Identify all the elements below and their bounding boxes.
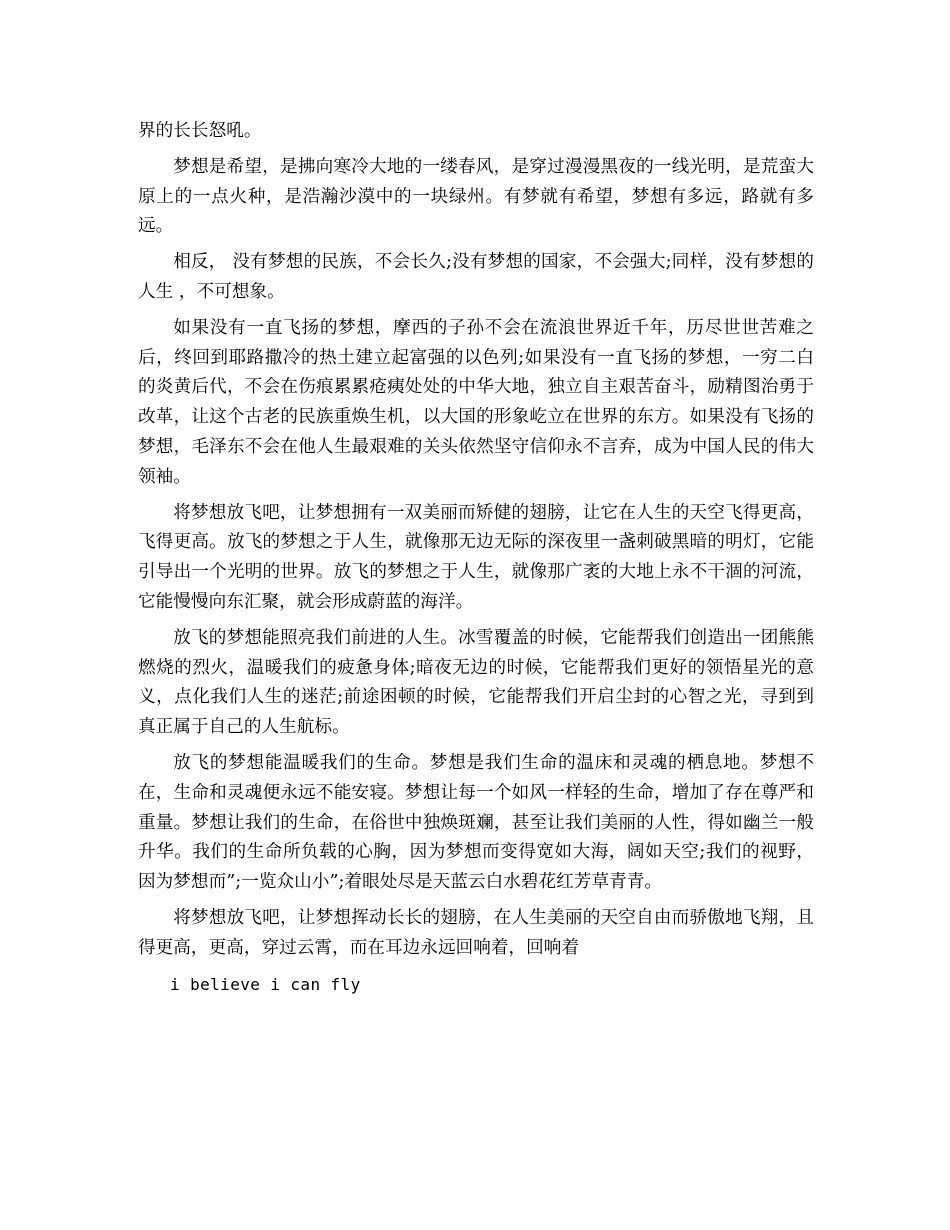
paragraph-release-dream: 将梦想放飞吧，让梦想拥有一双美丽而矫健的翅膀，让它在人生的天空飞得更高，飞得更高。放飞的梦想之于人生，就像那无边无际的深夜里一盏刺破黑暗的明灯，它能引导出一个光明的世界。放飞的梦想之于人生，就像那广袤的大地上永不干涸的河流，它能慢慢向东汇聚，就会形成蔚蓝的海洋。 — [138, 502, 814, 612]
paragraph-illuminate-life: 放飞的梦想能照亮我们前进的人生。冰雪覆盖的时候，它能帮我们创造出一团熊熊燃烧的烈火，温暖我们的疲惫身体;暗夜无边的时候，它能帮我们更好的领悟星光的意义，点化我们人生的迷茫;前途困顿的时候，它能帮我们开启尘封的心智之光，寻到到真正属于自己的人生航标。 — [138, 627, 814, 738]
document-page — [138, 117, 814, 1005]
paragraph-on-the-contrary: 相反， 没有梦想的民族，不会长久;没有梦想的国家，不会强大;同样，没有梦想的人生 ，不可想象。 — [138, 252, 814, 302]
paragraph-continuation: 界的长长怒吼。 — [138, 121, 262, 141]
paragraph-wave-wings: 将梦想放飞吧，让梦想挥动长长的翅膀，在人生美丽的天空自由而骄傲地飞翔，且得更高，更高，穿过云霄，而在耳边永远回响着，回响着 — [138, 907, 814, 958]
paragraph-warm-life: 放飞的梦想能温暖我们的生命。梦想是我们生命的温床和灵魂的栖息地。梦想不在，生命和灵魂便永远不能安寝。梦想让每一个如风一样轻的生命，增加了存在尊严和重量。梦想让我们的生命，在俗世中独焕斑斓，甚至让我们美丽的人性，得如幽兰一般升华。我们的生命所负载的心胸，因为梦想而变得宽如大海，阔如天空;我们的视野，因为梦想而”;一览众山小”;着眼处尽是天蓝云白水碧花红芳草青青。 — [138, 752, 814, 893]
paragraph-english-line: i believe i can fly — [170, 974, 361, 994]
paragraph-without-dream: 如果没有一直飞扬的梦想，摩西的子孙不会在流浪世界近千年，历尽世世苦难之后，终回到耶路撒冷的热土建立起富强的以色列;如果没有一直飞扬的梦想，一穷二白的炎黄后代，不会在伤痕累累疮痍处处的中华大地，独立自主艰苦奋斗，励精图治勇于改革，让这个古老的民族重焕生机，以大国的形象屹立在世界的东方。如果没有飞扬的梦想，毛泽东不会在他人生最艰难的关头依然坚守信仰永不言弃，成为中国人民的伟大领袖。 — [138, 317, 814, 487]
paragraph-dream-is-hope: 梦想是希望，是拂向寒冷大地的一缕春风，是穿过漫漫黑夜的一线光明，是荒蛮大原上的一点火种，是浩瀚沙漠中的一块绿州。有梦就有希望，梦想有多远，路就有多远。 — [138, 156, 814, 237]
